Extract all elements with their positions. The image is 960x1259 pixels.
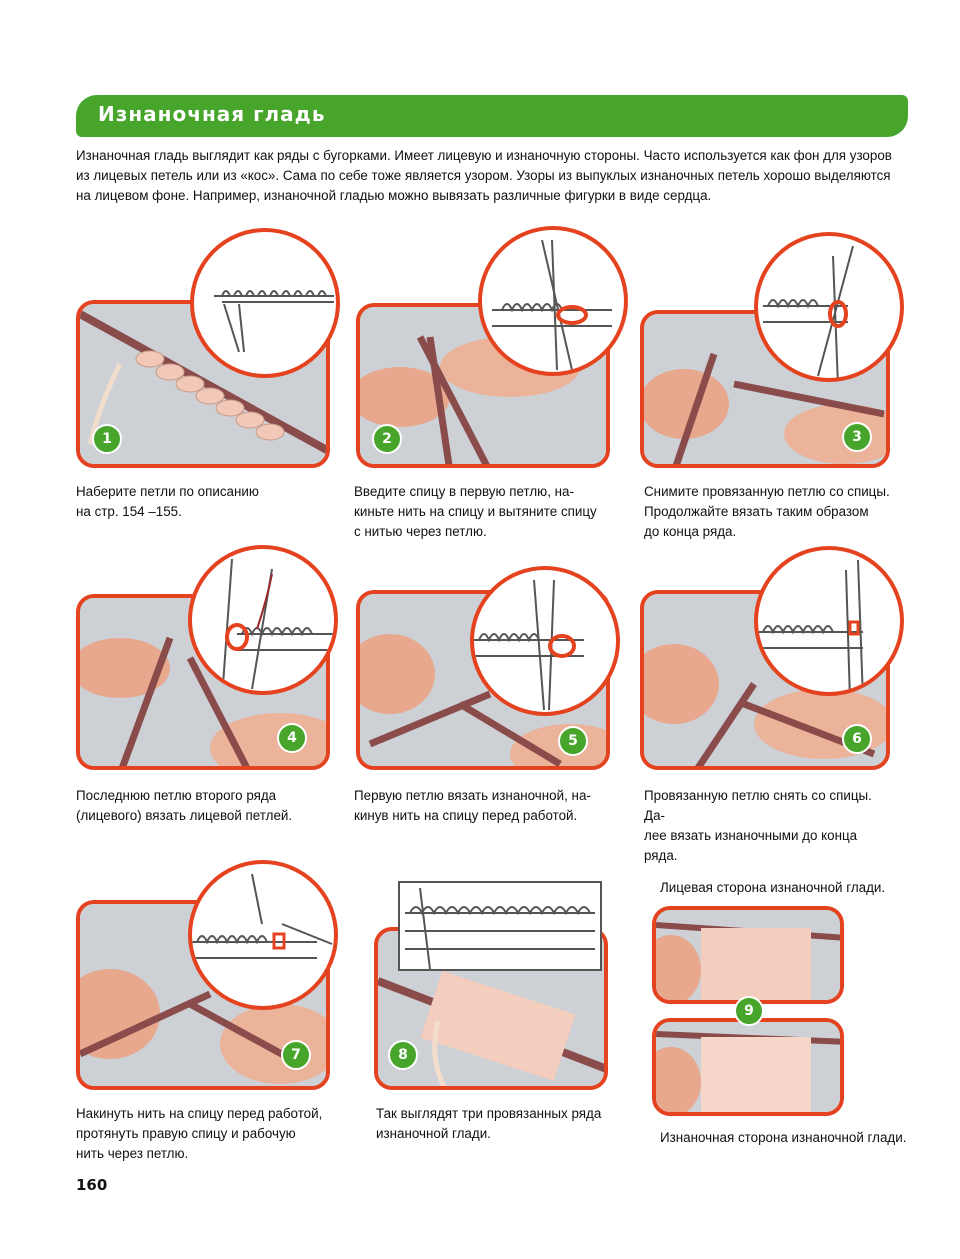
- caption-line: с нитью через петлю.: [354, 524, 487, 539]
- stitch-diagram: [192, 864, 338, 1010]
- step-4-detail-circle: [188, 545, 338, 695]
- step-3-caption: [644, 482, 894, 542]
- step-8-caption: [376, 1104, 626, 1144]
- caption-line: Введите спицу в первую петлю, на-: [354, 484, 574, 499]
- step-1-badge: 1: [92, 424, 122, 454]
- caption-line: изнаночной глади.: [376, 1126, 491, 1141]
- intro-paragraph: [76, 146, 896, 206]
- step-9-badge: 9: [734, 996, 764, 1026]
- caption-line: Последнюю петлю второго ряда: [76, 788, 277, 803]
- stitch-diagram: [192, 549, 338, 695]
- step-8-badge: 8: [388, 1040, 418, 1070]
- caption-line: Снимите провязанную петлю со спицы.: [644, 484, 890, 499]
- step-5-caption: [354, 786, 604, 826]
- caption-line: Наберите петли по описанию: [76, 484, 259, 499]
- caption-line: Провязанную петлю снять со спицы. Да-: [644, 788, 872, 823]
- step-3-badge: 3: [842, 422, 872, 452]
- stitch-diagram: [482, 230, 628, 376]
- section-header: [76, 95, 908, 137]
- step-7-badge: 7: [281, 1040, 311, 1070]
- step-4-badge: 4: [277, 723, 307, 753]
- step-1-caption: [76, 482, 326, 522]
- caption-line: кинув нить на спицу перед работой.: [354, 808, 578, 823]
- step-6-detail-circle: [754, 546, 904, 696]
- step-5-badge: 5: [558, 726, 588, 756]
- knitting-photo-illustration: [656, 1022, 844, 1116]
- step-7-caption: [76, 1104, 326, 1164]
- page-number: 160: [76, 1176, 108, 1194]
- step-6-badge: 6: [842, 724, 872, 754]
- step-2-badge: 2: [372, 424, 402, 454]
- intro-line: Изнаночная гладь выглядит как ряды с бугорками. Имеет лицевую и изнаночную стороны. Часто используется как фон для узоров: [76, 148, 892, 163]
- step-9-caption-bottom: Изнаночная сторона изнаночной глади.: [660, 1130, 907, 1145]
- intro-line: на лицевом фоне. Например, изнаночной гладью можно вывязать различные фигурки в виде сердца.: [76, 188, 712, 203]
- caption-line: нить через петлю.: [76, 1146, 189, 1161]
- section-title: Изнаночная гладь: [98, 102, 326, 126]
- caption-line: (лицевого) вязать лицевой петлей.: [76, 808, 293, 823]
- step-9-photo-front: [652, 906, 844, 1004]
- stitch-diagram: [474, 570, 620, 716]
- caption-line: на стр. 154 –155.: [76, 504, 182, 519]
- step-1-detail-circle: [190, 228, 340, 378]
- step-6-caption: [644, 786, 894, 866]
- step-2-caption: [354, 482, 604, 542]
- caption-line: до конца ряда.: [644, 524, 737, 539]
- caption-line: Так выглядят три провязанных ряда: [376, 1106, 602, 1121]
- step-3-detail-circle: [754, 232, 904, 382]
- stitch-diagram: [194, 232, 340, 378]
- knitting-photo-illustration: [656, 910, 844, 1004]
- step-9-photo-back: [652, 1018, 844, 1116]
- caption-line: лее вязать изнаночными до конца ряда.: [644, 828, 858, 863]
- stitch-diagram: [758, 236, 904, 382]
- intro-line: из лицевых петель или из «кос». Сама по себе тоже является узором. Узоры из выпуклых изнаночных петель хорошо выделяются: [76, 168, 891, 183]
- stitch-diagram: [758, 550, 904, 696]
- step-5-detail-circle: [470, 566, 620, 716]
- step-4-caption: [76, 786, 326, 826]
- step-8-detail-diagram: [398, 881, 602, 971]
- step-7-detail-circle: [188, 860, 338, 1010]
- caption-line: Продолжайте вязать таким образом: [644, 504, 869, 519]
- step-9-caption-top: Лицевая сторона изнаночной глади.: [660, 880, 886, 895]
- step-2-detail-circle: [478, 226, 628, 376]
- caption-line: киньте нить на спицу и вытяните спицу: [354, 504, 597, 519]
- stitch-diagram: [400, 883, 600, 969]
- caption-line: Первую петлю вязать изнаночной, на-: [354, 788, 591, 803]
- caption-line: протянуть правую спицу и рабочую: [76, 1126, 296, 1141]
- caption-line: Накинуть нить на спицу перед работой,: [76, 1106, 323, 1121]
